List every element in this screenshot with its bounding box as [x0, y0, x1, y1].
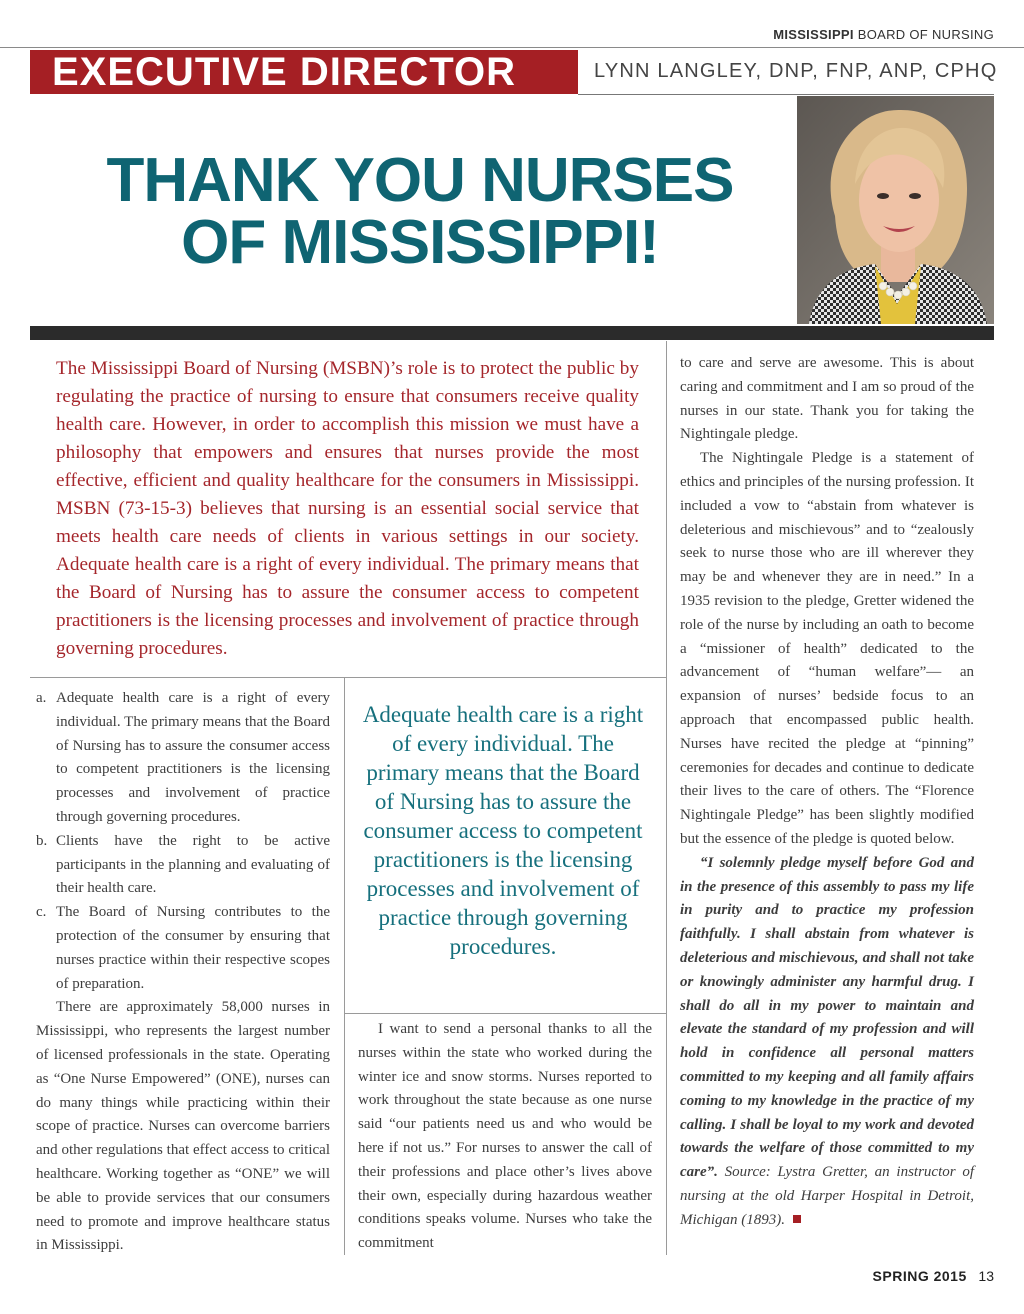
pull-quote: Adequate health care is a right of every individual. The primary means that the Board of Nursing has to assure the consumer access to competent practitioners is the licensing processes and involvement of practice through governing procedures.	[362, 702, 644, 959]
list-item-text: The Board of Nursing contributes to the protection of the consumer by ensuring that nurses practice within their respective scopes of preparation.	[56, 904, 330, 992]
publication-name-rest: BOARD OF NURSING	[857, 27, 994, 42]
author-portrait	[797, 96, 994, 324]
list-item-label: b.	[36, 832, 48, 849]
title-line-1: THANK YOU NURSES	[106, 146, 734, 215]
column-rule-right	[666, 341, 667, 1255]
title-line-2: OF MISSISSIPPI!	[181, 208, 659, 277]
left-column	[36, 687, 330, 1258]
header-divider-bar	[30, 326, 994, 340]
list-item-label: c.	[36, 904, 47, 921]
page-number: 13	[978, 1268, 994, 1284]
section-title: EXECUTIVE DIRECTOR	[52, 50, 516, 94]
author-rule	[578, 94, 994, 95]
pledge-paragraph	[680, 852, 974, 1233]
list-item	[36, 901, 330, 996]
page-title	[60, 146, 780, 277]
publication-name-bold: MISSISSIPPI	[773, 27, 854, 42]
pledge-quote: “I solemnly pledge myself before God and in the presence of this assembly to pass my life in purity and to practice my profession faithfully. I shall abstain from whatever is deleterious and mischievous, and shall not take or knowingly administer any harmful drug. I shall do all in my power to maintain and elevate the standard of my profession and will hold in confidence all personal matters committed to my keeping and all family affairs coming to my knowledge in the practice of my calling. I shall be loyal to my work and devoted towards the welfare of those committed to my care”.	[680, 854, 974, 1181]
column-rule-middle	[344, 678, 345, 1255]
list-item	[36, 830, 330, 901]
right-body-paragraph-1: to care and serve are awesome. This is about caring and commitment and I am so proud of the nurses in our state. Thank you for taking the Nightingale pledge.	[680, 355, 974, 443]
right-body-paragraph-2: The Nightingale Pledge is a statement of ethics and principles of the nursing profession. It included a vow to “abstain from whatever is deleterious and mischievous” and to “zealously seek to nurse those who are ill wherever they may be and whenever they are in need.” In a 1935 revision to the pledge, Gretter widened the role of the nurse by including an oath to become a “missioner of health” dedicated to the advancement of “human welfare”— an expansion of nurses’ bedside focus to an approach that encompassed public health. Nurses have recited the pledge at “pinning” ceremonies for decades and continue to dedicate their lives to the care of others. The “Florence Nightingale Pledge” has been slightly modified but the essence of the pledge is quoted below.	[680, 450, 974, 847]
left-body-paragraph: There are approximately 58,000 nurses in Mississippi, who represents the largest number of licensed professionals in the state. Operating as “One Nurse Empowered” (ONE), nurses can do many things while practicing within their scope of practice. Nurses can overcome barriers and other regulations that effect access to critical healthcare. Working together as “ONE” we will be able to provide services that our consumers need to promote and improve healthcare status in Mississippi.	[36, 999, 330, 1254]
intro-paragraph: The Mississippi Board of Nursing (MSBN)’s role is to protect the public by regulating the practice of nursing to ensure that consumers receive quality health care. However, in order to accomplish this mission we must have a philosophy that empowers and ensures that nurses provide the most effective, efficient and quality healthcare for the consumers in Mississippi. MSBN (73-15-3) believes that nursing is an essential social service that meets health care needs of clients in various settings in our society. Adequate health care is a right of every individual. The primary means that the Board of Nursing has to assure the consumer access to competent practitioners is the licensing processes and involvement of practice through governing procedures.	[56, 358, 639, 659]
list-item	[36, 687, 330, 830]
list-item-label: a.	[36, 690, 47, 706]
section-rule	[30, 677, 666, 678]
list-item-text: Clients have the right to be active participants in the planning and evaluating of their health care.	[56, 832, 330, 897]
list-item-text: Adequate health care is a right of every individual. The primary means that the Board of Nursing has to assure the consumer access to competent practitioners is the licensing processes and involvement of practice through governing procedures.	[56, 690, 330, 825]
publication-header	[600, 27, 994, 42]
issue-label: SPRING 2015	[872, 1268, 967, 1284]
middle-column	[358, 1018, 652, 1256]
author-name: LYNN LANGLEY, DNP, FNP, ANP, CPHQ	[594, 60, 998, 82]
pull-quote-rule	[345, 1013, 666, 1014]
right-column	[680, 352, 974, 1232]
middle-body-paragraph: I want to send a personal thanks to all the nurses within the state who worked during the winter ice and snow storms. Nurses reported to work throughout the state because as one nurse said “our patients need us and who would be here if not us.” For nurses to answer the call of their professions and place other’s lives above their own, especially during hazardous weather conditions speaks volume. Nurses who take the commitment	[358, 1021, 652, 1252]
pledge-source: Source: Lystra Gretter, an instructor of nursing at the old Harper Hospital in Detroit, Michigan (1893).	[680, 1164, 975, 1228]
page-footer	[840, 1268, 994, 1284]
portrait-illustration	[797, 96, 994, 324]
end-of-article-icon	[793, 1215, 801, 1223]
header-rule	[0, 47, 1024, 48]
